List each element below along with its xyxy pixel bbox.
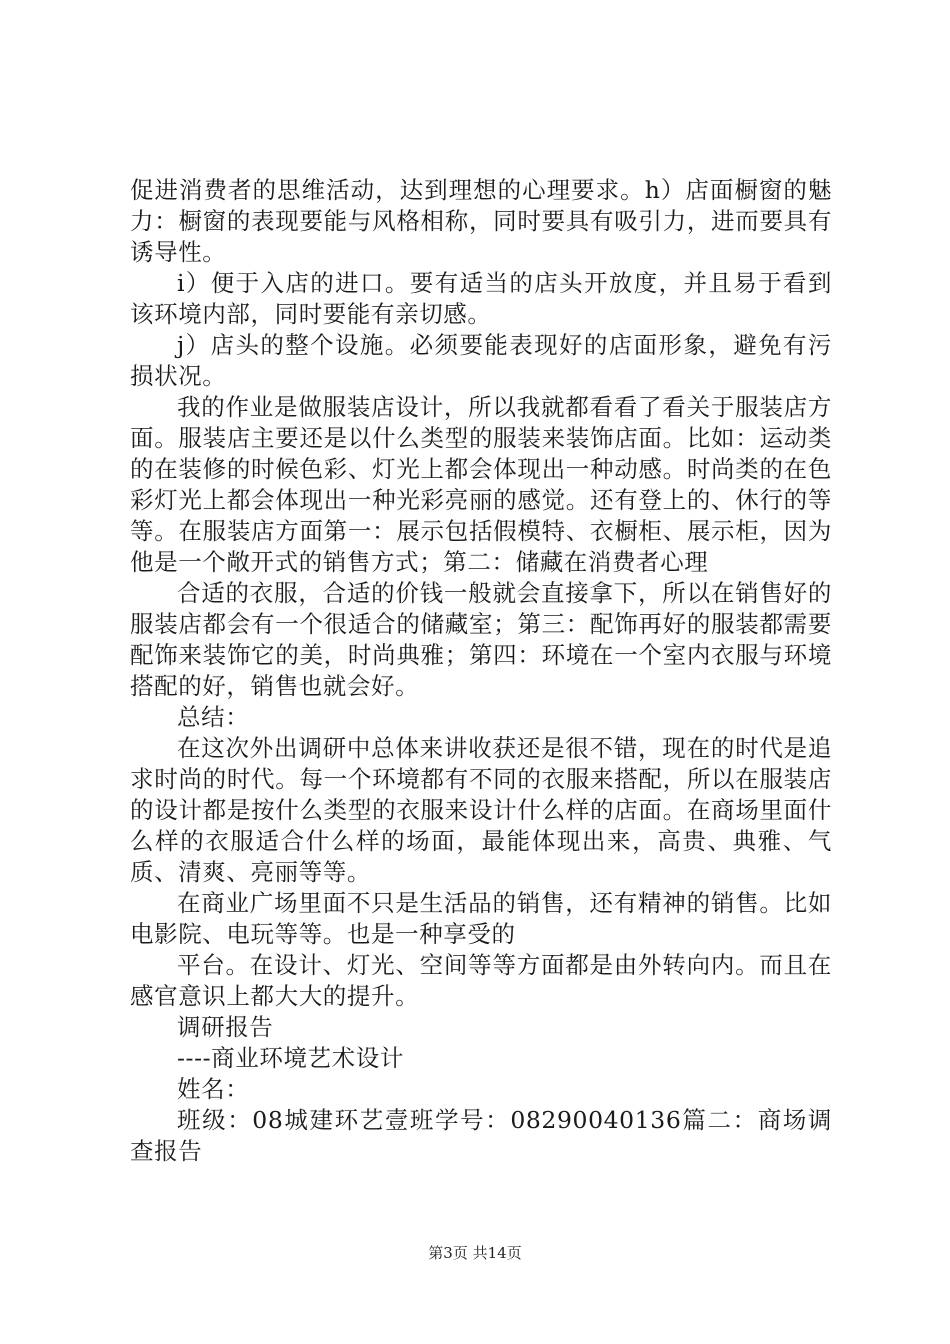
paragraph-3: j）店头的整个设施。必须要能表现好的店面形象，避免有污损状况。 [130,331,832,390]
class-line: 班级：08城建环艺壹班学号：08290040136篇二：商场调查报告 [130,1106,832,1165]
report-subtitle: ----商业环境艺术设计 [177,1044,404,1072]
paragraph-7: 在这次外出调研中总体来讲收获还是很不错，现在的时代是追求时尚的时代。每一个环境都有不同的衣服来搭配，所以在服装店的设计都是按什么类型的衣服来设计什么样的店面。在商场里面什么样的衣服适合什么样的场面，最能体现出来，高贵、典雅、气质、清爽、亮丽等等。 [130,734,832,886]
paragraph-1: 促进消费者的思维活动，达到理想的心理要求。h）店面橱窗的魅力：橱窗的表现要能与风格相称，同时要具有吸引力，进而要具有诱导性。 [130,176,832,266]
paragraph-5: 合适的衣服，合适的价钱一般就会直接拿下，所以在销售好的服装店都会有一个很适合的储藏室；第三：配饰再好的服装都需要配饰来装饰它的美，时尚典雅；第四：环境在一个室内衣服与环境搭配的好，销售也就会好。 [130,579,832,700]
paragraph-4: 我的作业是做服装店设计，所以我就都看看了看关于服装店方面。服装店主要还是以什么类型的服装来装饰店面。比如：运动类的在装修的时候色彩、灯光上都会体现出一种动感。时尚类的在色彩灯光上都会体现出一种光彩亮丽的感觉。还有登上的、休行的等等。在服装店方面第一：展示包括假模特、衣橱柜、展示柜，因为他是一个敞开式的销售方式；第二：储藏在消费者心理 [130,393,832,576]
summary-heading: 总结： [177,703,250,731]
paragraph-8: 在商业广场里面不只是生活品的销售，还有精神的销售。比如电影院、电玩等等。也是一种享受的 [130,889,832,948]
page-footer: 第3页 共14页 [428,1244,522,1262]
document-body [130,175,832,1167]
name-line: 姓名： [177,1075,250,1103]
paragraph-9: 平台。在设计、灯光、空间等等方面都是由外转向内。而且在感官意识上都大大的提升。 [130,951,832,1010]
report-title: 调研报告 [177,1013,274,1041]
paragraph-2: i）便于入店的进口。要有适当的店头开放度，并且易于看到该环境内部，同时要能有亲切感。 [130,269,832,328]
